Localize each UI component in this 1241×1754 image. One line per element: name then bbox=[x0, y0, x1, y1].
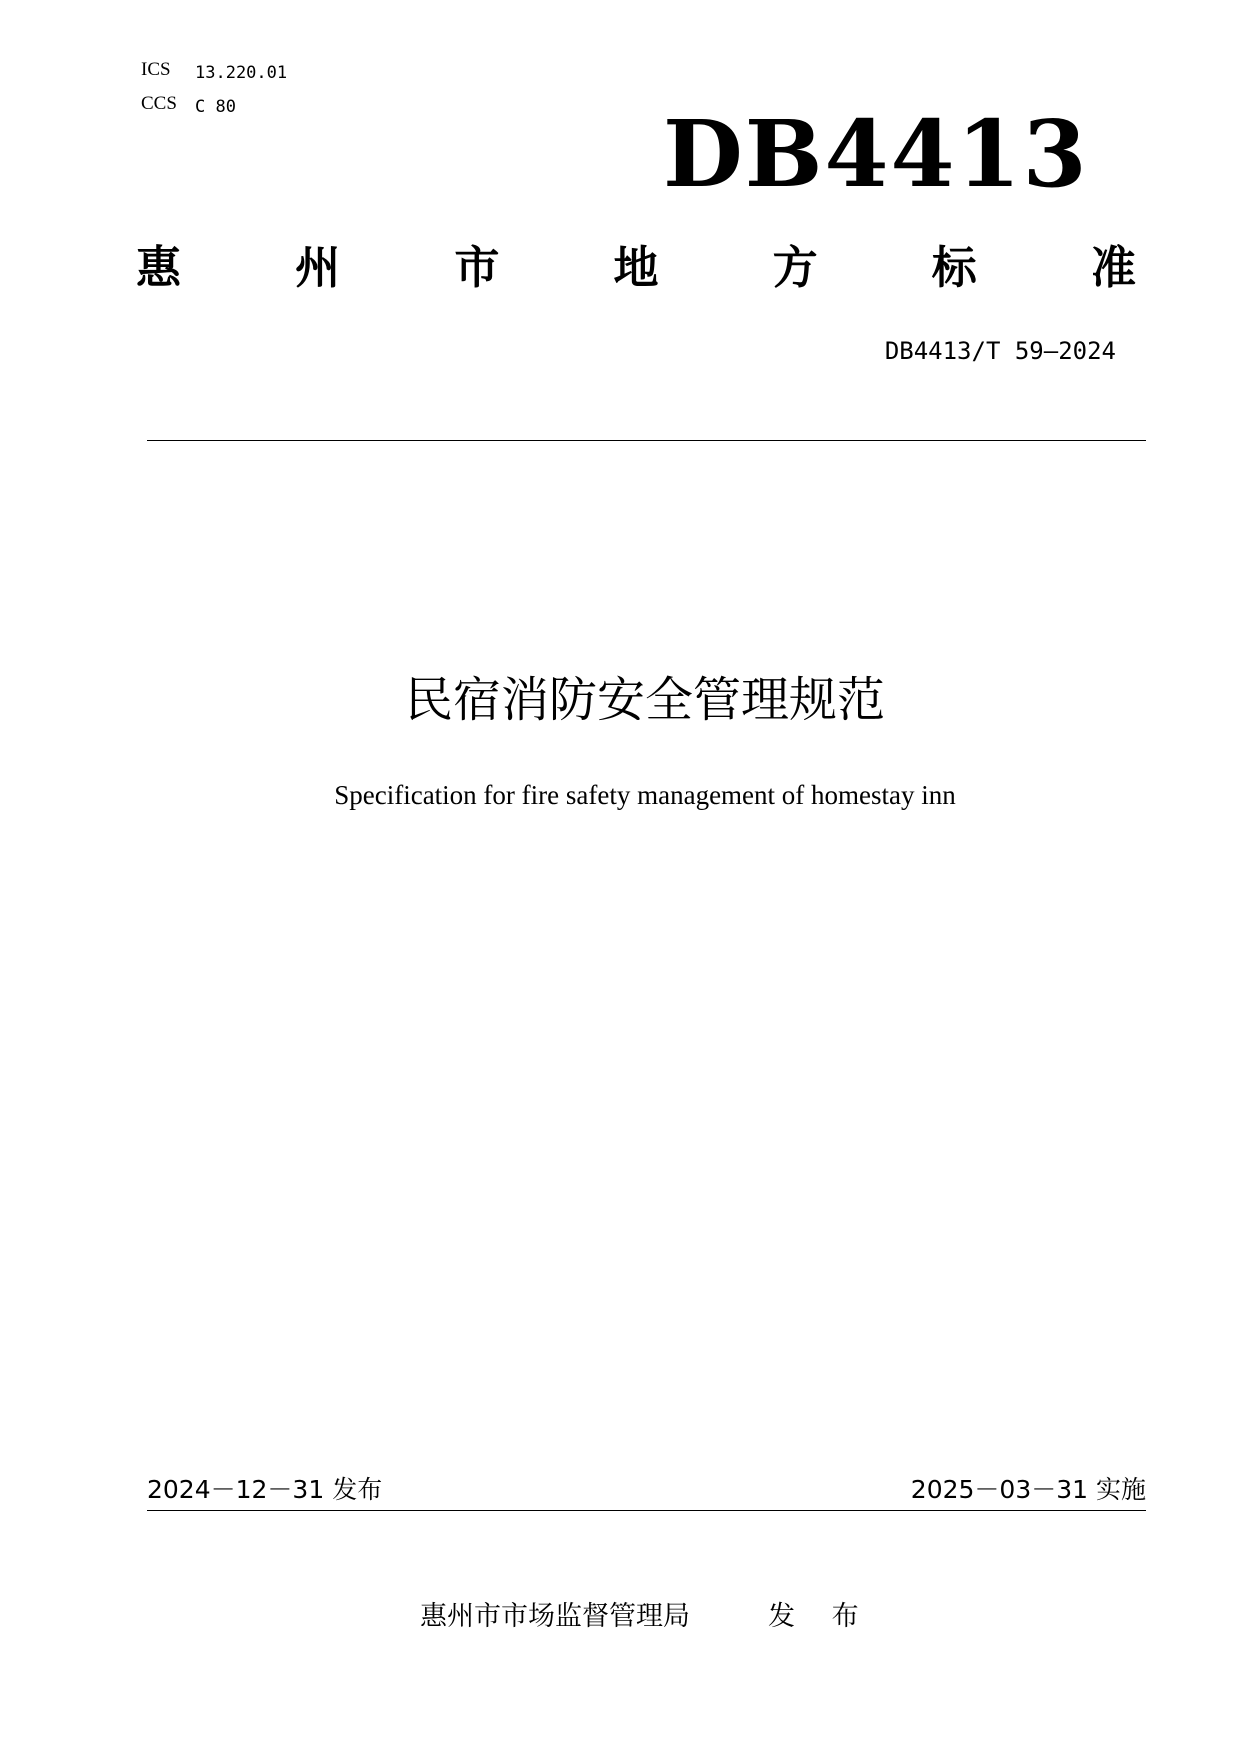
standard-type-char: 惠 bbox=[136, 241, 182, 294]
document-title-en: Specification for fire safety management of homestay inn bbox=[334, 780, 956, 810]
standard-type-char: 州 bbox=[295, 241, 341, 294]
ccs-label: CCS bbox=[141, 93, 177, 114]
publisher-name: 惠州市市场监督管理局 bbox=[420, 1601, 690, 1632]
publish-verb: 发 布 bbox=[768, 1601, 873, 1632]
issue-date: 2024－12－31 发布 bbox=[147, 1475, 383, 1504]
standard-type-char: 市 bbox=[454, 241, 500, 294]
ccs-value: C 80 bbox=[195, 97, 236, 117]
ics-label: ICS bbox=[141, 59, 171, 80]
implement-date: 2025－03－31 实施 bbox=[910, 1475, 1146, 1504]
standard-number: DB4413/T 59—2024 bbox=[884, 337, 1116, 365]
standard-logo: DB4413 bbox=[663, 100, 1089, 208]
ics-value: 13.220.01 bbox=[195, 63, 288, 83]
header-divider bbox=[147, 440, 1146, 441]
footer-divider bbox=[147, 1510, 1146, 1511]
standard-type-char: 地 bbox=[613, 241, 659, 294]
document-title-cn: 民宿消防安全管理规范 bbox=[404, 672, 885, 728]
standard-type-char: 准 bbox=[1090, 241, 1136, 294]
standard-type-char: 方 bbox=[772, 241, 818, 294]
standard-type-char: 标 bbox=[931, 241, 977, 294]
standard-type-heading bbox=[136, 238, 1136, 298]
